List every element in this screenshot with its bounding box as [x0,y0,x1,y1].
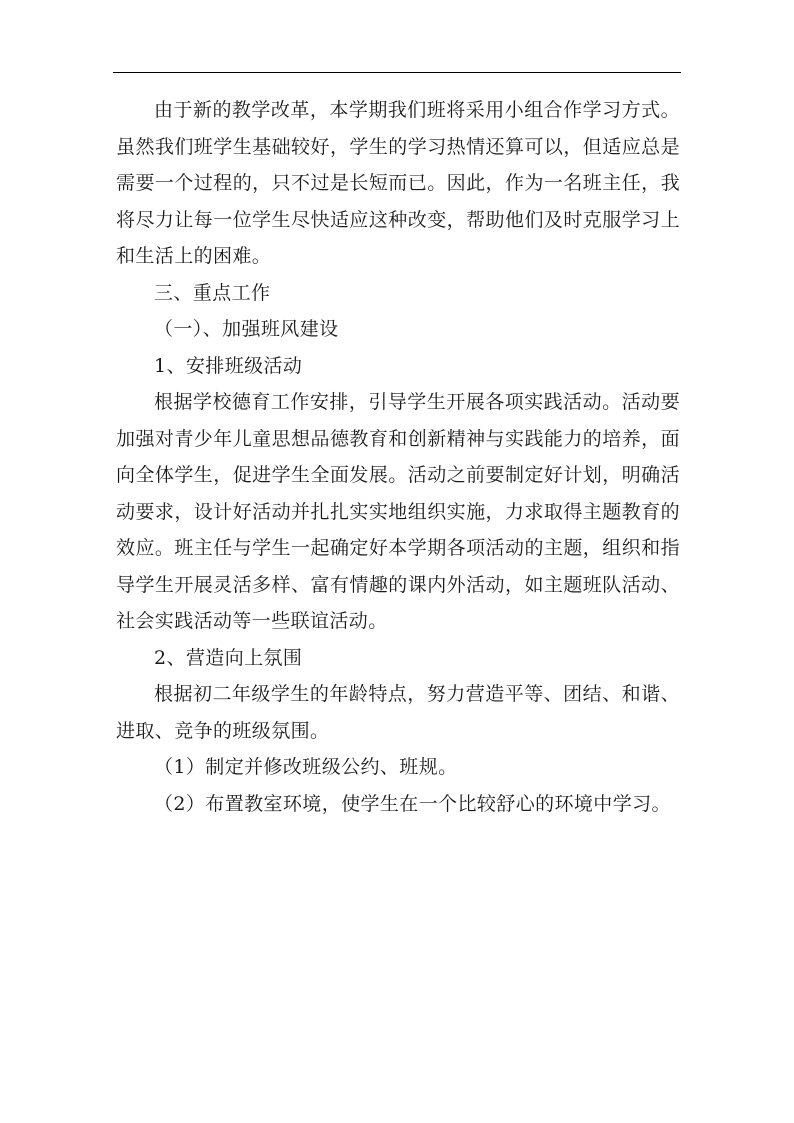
section-heading-key-work: 三、重点工作 [154,281,271,304]
document-body [116,92,680,822]
list-item-classroom-environment: （2）布置教室环境，使学生在一个比较舒心的环境中学习。 [154,792,671,815]
paragraph-adaptation: 由于新的教学改革，本学期我们班将采用小组合作学习方式。虽然我们班学生基础较好，学生的学习热情还算可以，但适应总是需要一个过程的，只不过是长短而已。因此，作为一名班主任，我将尽力让每一位学生尽快适应这种改变，帮助他们及时克服学习上和生活上的困难。 [116,99,680,267]
header-rule [113,72,681,73]
subsection-heading-class-style: （一）、加强班风建设 [154,318,339,340]
item-heading-atmosphere: 2、营造向上氛围 [154,646,303,669]
paragraph-atmosphere: 根据初二年级学生的年龄特点，努力营造平等、团结、和谐、进取、竞争的班级氛围。 [116,683,680,742]
paragraph-activities: 根据学校德育工作安排，引导学生开展各项实践活动。活动要加强对青少年儿童思想品德教育和创新精神与实践能力的培养，面向全体学生，促进学生全面发展。活动之前要制定好计划，明确活动要求，设计好活动并扎扎实实地组织实施，力求取得主题教育的效应。班主任与学生一起确定好本学期各项活动的主题，组织和指导学生开展灵活多样、富有情趣的课内外活动，如主题班队活动、社会实践活动等一些联谊活动。 [116,391,680,632]
item-heading-class-activities: 1、安排班级活动 [154,354,303,377]
list-item-class-rules: （1）制定并修改班级公约、班规。 [154,756,458,778]
